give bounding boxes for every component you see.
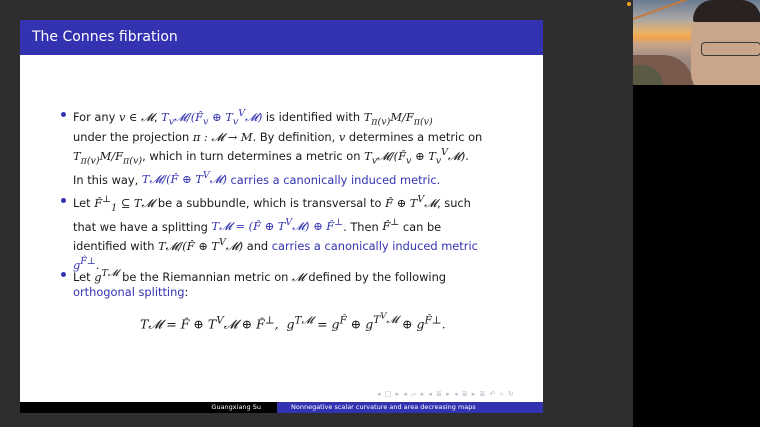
bullet-icon <box>61 272 66 277</box>
footer-author-box <box>20 402 277 413</box>
bullet-icon <box>61 198 66 203</box>
item-3-line-2: orthogonal splitting: <box>73 285 189 300</box>
item-2-line-1: Let $F̂^\perp_1$ ⊆ T𝓜 be a subbundle, which is transversal to F̂ ⊕ $T^V𝓜$, such <box>73 194 471 214</box>
item-1-line-3: $T_{\pi(v)}M/F_{\pi(v)}$, which in turn determines a metric on $T_v𝓜/(F̂_v$ ⊕ $T_v^V𝓜$). <box>73 147 469 167</box>
footer-talk-title: Nonnegative scalar curvature and area decreasing maps <box>291 403 476 411</box>
footer-title-box <box>277 402 543 413</box>
bullet-item-3 <box>73 266 513 301</box>
participant-glasses <box>701 42 760 56</box>
item-1-line-1: For any v ∈ 𝓜, $T_v𝓜/(F̂_v$ ⊕ $T_v^V𝓜$) is identified with $T_{\pi(v)}M/F_{\pi(v)}$ <box>73 108 433 128</box>
participant-hair <box>693 0 760 22</box>
background-bridge <box>633 0 694 20</box>
participant-video[interactable] <box>633 0 760 85</box>
footer-author: Guangxiang Su <box>211 403 261 411</box>
display-equation: T𝓜 = F̂ ⊕ $T^V𝓜$ ⊕ F̂⊥, $g^{T𝓜} = g^{F̂}$ ⊕ $g^{T^V𝓜}$ ⊕ $g^{F̂\perp}$. <box>140 312 446 332</box>
presentation-slide <box>20 20 543 413</box>
beamer-navigation-symbols[interactable]: ◂ □ ▸ ◂ ▱ ▸ ◂ ≣ ▸ ◂ ≣ ▸ ≣ ↶ ⌕ ↻ <box>377 390 515 398</box>
bullet-icon <box>61 112 66 117</box>
item-2-line-3: identified with T𝓜/(F̂ ⊕ $T^V𝓜$) and carries a canonically induced metric <box>73 236 478 253</box>
slide-content <box>20 20 543 413</box>
item-1-line-4: In this way, T𝓜/(F̂ ⊕ $T^V𝓜$) carries a canonically induced metric. <box>73 170 441 187</box>
recording-indicator-dot <box>627 2 631 6</box>
item-2-line-2: that we have a splitting T𝓜 = (F̂ ⊕ $T^V𝓜$) ⊕ F̂⊥. Then F̂⊥ can be <box>73 217 442 234</box>
slide-title: The Connes fibration <box>32 29 178 45</box>
item-3-line-1: Let $g^{T𝓜}$ be the Riemannian metric on 𝓜 defined by the following <box>73 268 447 284</box>
bullet-item-2 <box>73 192 513 273</box>
bullet-item-1 <box>73 106 513 188</box>
slide-footer <box>20 402 543 413</box>
item-1-line-2: under the projection π : 𝓜 → M. By definition, v determines a metric on <box>73 129 483 144</box>
item-2-line-4: $g^{F̂\perp}$. <box>73 256 100 272</box>
video-panel-empty <box>633 85 760 427</box>
